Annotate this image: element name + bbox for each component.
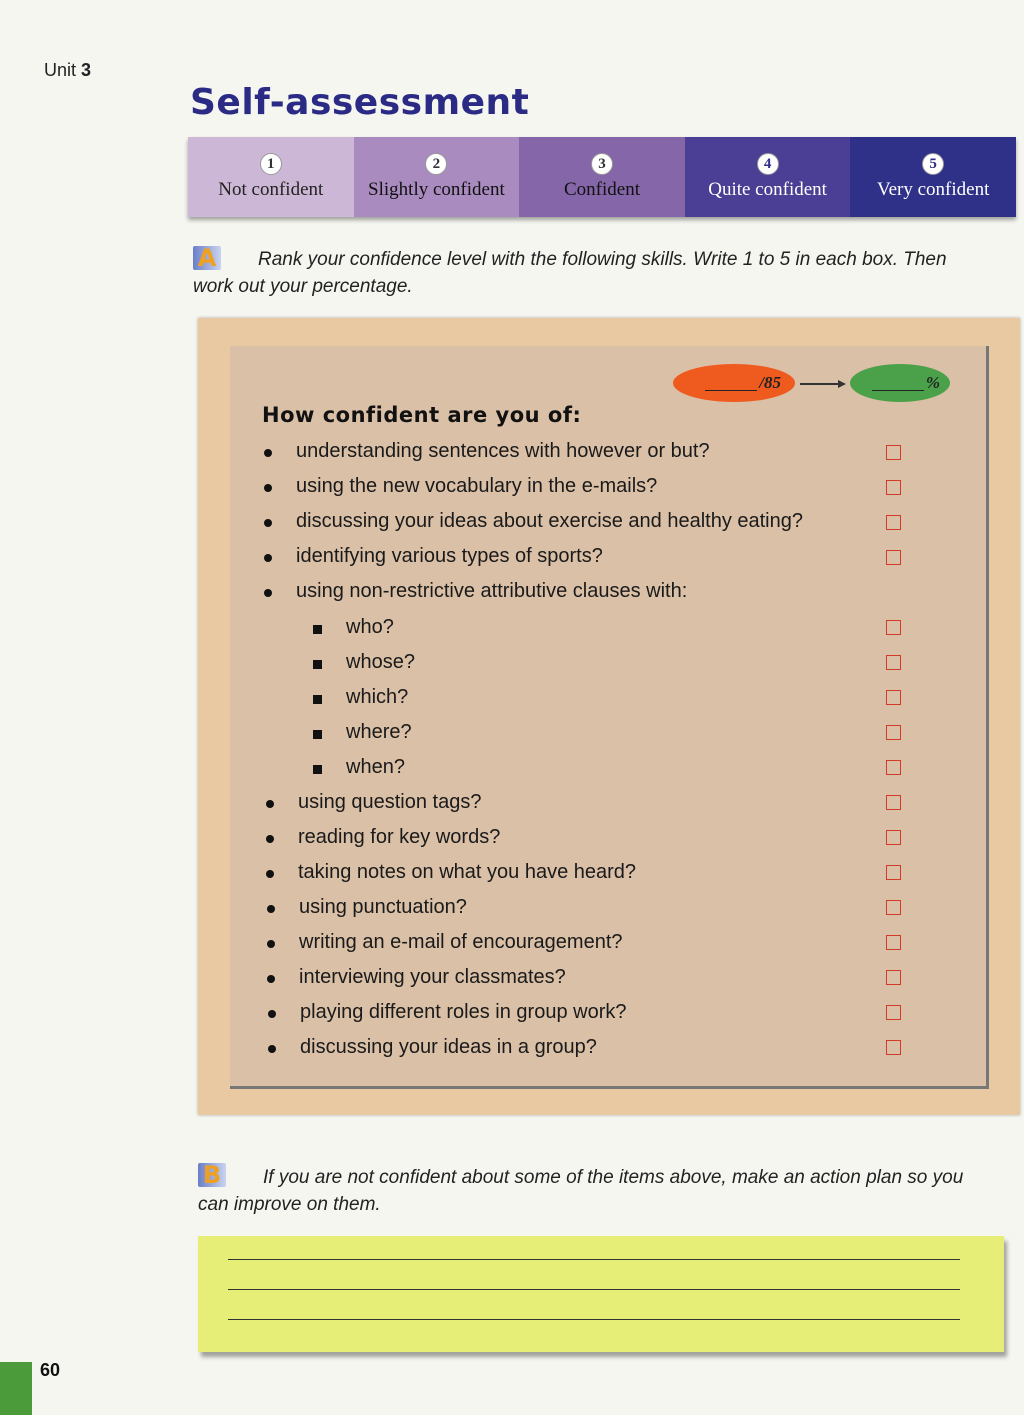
scale-item-2	[354, 137, 520, 217]
unit-prefix: Unit	[44, 60, 77, 80]
scale-number-5: 5	[922, 153, 944, 175]
scale-item-1	[188, 137, 354, 217]
rating-checkbox[interactable]	[886, 1005, 901, 1020]
bullet-icon	[266, 870, 274, 878]
bullet-icon	[267, 975, 275, 983]
bullet-icon	[264, 519, 272, 527]
page-title: Self-assessment	[190, 82, 530, 123]
action-plan-line[interactable]	[228, 1319, 960, 1320]
list-subitem	[346, 651, 415, 674]
score-percent-label: %	[925, 373, 940, 392]
section-b-letter: B	[198, 1163, 226, 1187]
bullet-icon	[268, 1045, 276, 1053]
list-item	[296, 580, 687, 603]
bullet-icon	[266, 835, 274, 843]
square-bullet-icon	[313, 660, 322, 669]
scale-item-3	[519, 137, 685, 217]
page-number: 60	[40, 1360, 61, 1380]
list-item	[299, 931, 623, 954]
list-item-text: playing different roles in group work?	[300, 1001, 627, 1023]
scale-number-1: 1	[260, 153, 282, 175]
scale-item-4	[685, 137, 851, 217]
list-item-text: interviewing your classmates?	[299, 966, 566, 988]
rating-checkbox[interactable]	[886, 550, 901, 565]
score-total-blank[interactable]	[705, 376, 757, 391]
list-item	[296, 510, 803, 533]
scale-label-1: Not confident	[218, 179, 324, 200]
scale-label-5: Very confident	[876, 179, 990, 200]
score-total-badge	[673, 364, 795, 402]
rating-checkbox[interactable]	[886, 935, 901, 950]
score-percent-badge	[850, 364, 950, 402]
square-bullet-icon	[313, 730, 322, 739]
list-item-text: identifying various types of sports?	[296, 545, 603, 567]
list-item-text: using non-restrictive attributive clauses with:	[296, 580, 688, 602]
list-item-text: writing an e-mail of encouragement?	[299, 931, 623, 953]
bullet-icon	[267, 905, 275, 913]
bullet-icon	[266, 800, 274, 808]
list-item-text: discussing your ideas in a group?	[300, 1036, 597, 1058]
arrow-right-icon	[800, 380, 846, 388]
scale-number-4: 4	[757, 153, 779, 175]
unit-label	[44, 60, 91, 81]
rating-checkbox[interactable]	[886, 690, 901, 705]
section-a-letter: A	[193, 246, 221, 270]
rating-checkbox[interactable]	[886, 830, 901, 845]
list-item	[298, 861, 636, 884]
action-plan-line[interactable]	[228, 1289, 960, 1290]
square-bullet-icon	[313, 695, 322, 704]
rating-checkbox[interactable]	[886, 480, 901, 495]
score-percent-blank[interactable]	[872, 376, 924, 391]
list-item-text: whose?	[346, 651, 415, 673]
scale-item-5	[850, 137, 1016, 217]
confidence-scale	[188, 137, 1016, 217]
section-b-instruction-line2: can improve on them.	[198, 1194, 381, 1215]
action-plan-line[interactable]	[228, 1259, 960, 1260]
list-item	[296, 440, 710, 463]
list-subitem	[346, 756, 405, 779]
list-title: How confident are you of:	[262, 403, 582, 427]
bullet-icon	[264, 449, 272, 457]
list-item-text: when?	[346, 756, 405, 778]
list-item-text: using the new vocabulary in the e-mails?	[296, 475, 658, 497]
page-tab	[0, 1362, 32, 1415]
section-a-instruction-line1: Rank your confidence level with the following skills. Write 1 to 5 in each box. Then	[258, 249, 947, 270]
bullet-icon	[267, 940, 275, 948]
scale-number-2: 2	[425, 153, 447, 175]
list-item-text: taking notes on what you have heard?	[298, 861, 637, 883]
section-a-instruction-line2: work out your percentage.	[193, 276, 413, 297]
rating-checkbox[interactable]	[886, 795, 901, 810]
rating-checkbox[interactable]	[886, 760, 901, 775]
rating-checkbox[interactable]	[886, 900, 901, 915]
unit-number: 3	[81, 60, 92, 80]
scale-label-4: Quite confident	[708, 179, 827, 200]
scale-label-2: Slightly confident	[368, 179, 505, 200]
bullet-icon	[264, 484, 272, 492]
bullet-icon	[264, 554, 272, 562]
list-item-text: using question tags?	[298, 791, 482, 813]
list-item-text: where?	[346, 721, 412, 743]
rating-checkbox[interactable]	[886, 655, 901, 670]
score-total-label: /85	[759, 373, 781, 392]
list-item-text: who?	[346, 616, 394, 638]
square-bullet-icon	[313, 765, 322, 774]
list-subitem	[346, 616, 394, 639]
list-item-text: discussing your ideas about exercise and healthy eating?	[296, 510, 803, 532]
rating-checkbox[interactable]	[886, 515, 901, 530]
rating-checkbox[interactable]	[886, 1040, 901, 1055]
scale-number-3: 3	[591, 153, 613, 175]
scale-label-3: Confident	[563, 179, 640, 200]
rating-checkbox[interactable]	[886, 865, 901, 880]
bullet-icon	[264, 589, 272, 597]
rating-checkbox[interactable]	[886, 445, 901, 460]
rating-checkbox[interactable]	[886, 620, 901, 635]
list-item-text: reading for key words?	[298, 826, 501, 848]
list-item	[299, 896, 467, 919]
rating-checkbox[interactable]	[886, 725, 901, 740]
square-bullet-icon	[313, 625, 322, 634]
bullet-icon	[268, 1010, 276, 1018]
action-plan-box	[198, 1236, 1004, 1352]
list-item	[300, 1001, 626, 1024]
list-item-text: understanding sentences with however or but?	[296, 440, 710, 462]
list-item-text: which?	[346, 686, 409, 708]
rating-checkbox[interactable]	[886, 970, 901, 985]
section-b-instruction-line1: If you are not confident about some of the items above, make an action plan so you	[263, 1167, 964, 1188]
list-item	[298, 791, 481, 814]
list-subitem	[346, 721, 412, 744]
list-item	[300, 1036, 597, 1059]
list-item	[296, 545, 603, 568]
list-item	[298, 826, 500, 849]
list-item-text: using punctuation?	[299, 896, 467, 918]
list-item	[299, 966, 566, 989]
list-item	[296, 475, 657, 498]
list-subitem	[346, 686, 408, 709]
